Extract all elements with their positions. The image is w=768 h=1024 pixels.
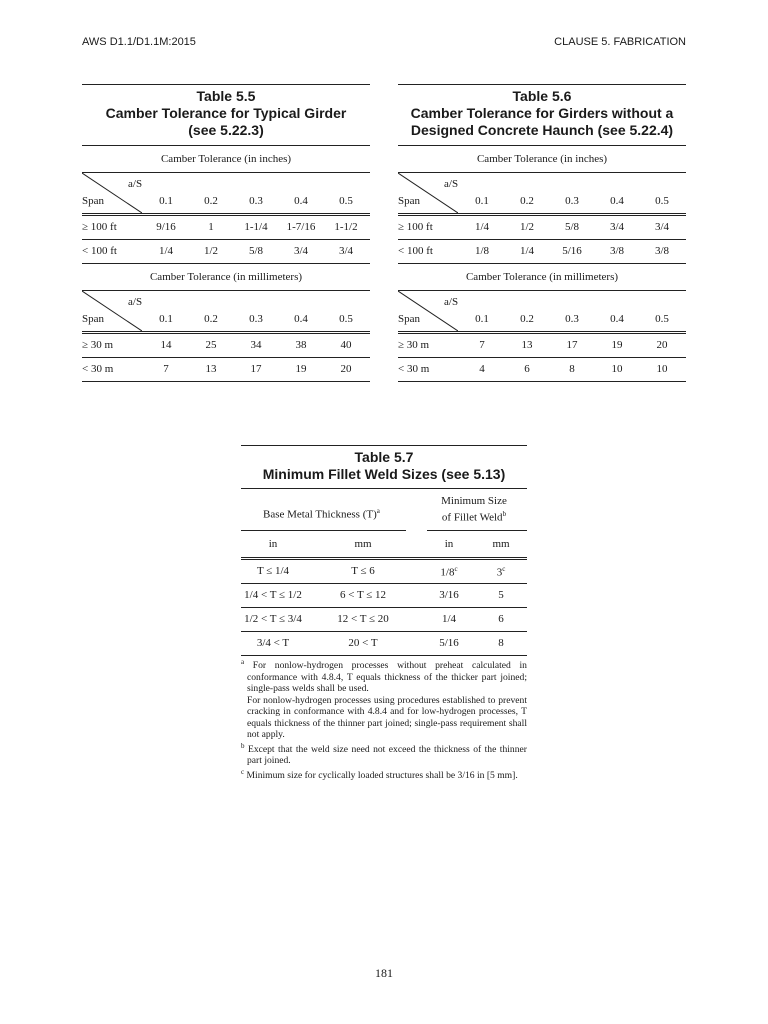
cell: 17 [250,363,262,375]
column-header: 0.5 [655,195,669,207]
column-header-row [241,488,527,531]
cell: 5/8 [248,245,264,257]
table-5-5 [82,84,370,382]
table-row [398,240,686,263]
cell: 20 < T [348,637,378,649]
row-label: ≥ 30 m [398,339,430,351]
footnote-c [241,767,527,782]
cell: 13 [205,363,217,375]
corner-top-label: a/S [128,296,143,308]
cell: 3/16 [439,589,459,601]
cell: 14 [160,339,172,351]
cell: 3/4 < T [256,637,290,649]
footnote-marker: c [241,767,245,776]
running-header-left: AWS D1.1/D1.1M:2015 [82,36,196,48]
cell: 1/4 [441,613,457,625]
cell: 34 [250,339,262,351]
column-header: 0.5 [339,195,353,207]
cell: 1-1/2 [334,221,358,233]
cell: 1/2 [203,245,219,257]
table-caption: Camber Tolerance for Girders without a [410,105,674,121]
running-header-right: CLAUSE 5. FABRICATION [554,36,686,48]
cell: 40 [340,339,352,351]
cell: 5/16 [562,245,582,257]
row-label: < 100 ft [82,245,117,257]
column-header: 0.1 [475,195,489,207]
row-label: ≥ 30 m [82,339,114,351]
cell: 1/4 [158,245,174,257]
fillet-size-header-line2-text: of Fillet Weld [441,511,503,524]
row-label: ≥ 100 ft [398,221,433,233]
table-caption: Minimum Fillet Weld Sizes (see 5.13) [262,466,506,482]
table-row [398,358,686,382]
cell-value: 1/8 [440,566,455,579]
cell: 8 [569,363,575,375]
footnote-a-text: For nonlow-hydrogen processes without preheat calculated in conformance with 4.8.4, T equals thickness of the thicker part joined; single-pass welds shall be used. [247,660,527,695]
footnote-marker: c [454,565,458,573]
table-row [241,608,527,632]
footnote-marker: a [241,658,245,666]
footnote-a-continued: For nonlow-hydrogen processes using procedures established to prevent cracking in conformance with 4.8.4 and for low-hydrogen processes, T equals thickness of the thinner part joined; single-pass requirement shall not apply. [247,694,527,741]
table-caption-continued: Designed Concrete Haunch (see 5.22.4) [410,122,674,138]
row-label: < 100 ft [398,245,433,257]
base-metal-header-text: Base Metal Thickness (T) [263,508,377,521]
cell [421,565,477,579]
column-header: 0.5 [339,313,353,325]
column-header: 0.4 [610,313,624,325]
cell: 3/8 [654,245,670,257]
cell: 5/8 [564,221,580,233]
table-5-6-title [398,84,686,139]
cell: 1/2 [519,221,535,233]
corner-bottom-label: Span [82,313,104,325]
table-reference: (see 5.22.3) [188,122,264,138]
cell: 1/4 [519,245,535,257]
table-row [241,560,527,584]
section-inches: Camber Tolerance (in inches) [82,145,370,172]
footnote-c-text: Minimum size for cyclically loaded structures shall be 3/16 in [5 mm]. [246,770,518,782]
units-row [241,531,527,560]
corner-top-label: a/S [444,296,459,308]
table-number: Table 5.6 [512,88,572,104]
cell: 17 [566,339,578,351]
fillet-size-header-line2 [421,508,527,525]
cell: 9/16 [156,221,176,233]
table-5-5-title [82,84,370,139]
cell: T ≤ 1/4 [256,565,290,577]
footnote-b [241,741,527,767]
column-header: 0.2 [204,195,218,207]
page-number: 181 [375,966,393,980]
unit-label: in [268,538,278,550]
fillet-size-header-line1: Minimum Size [441,495,507,507]
column-header: 0.2 [520,195,534,207]
column-header: 0.1 [475,313,489,325]
table-5-7 [241,445,527,656]
corner-top-label: a/S [128,178,143,190]
fillet-size-header [421,495,527,525]
cell: 3/4 [338,245,354,257]
cell: 20 [340,363,352,375]
unit-label: mm [354,538,372,550]
table-number: Table 5.7 [354,449,414,465]
table-row [398,334,686,358]
table-row [241,632,527,656]
footnote-marker: b [241,741,245,750]
cell: 1/4 < T ≤ 1/2 [244,589,302,601]
footnote-marker: c [502,565,506,573]
footnote-marker: a [376,507,380,515]
column-header: 0.3 [565,195,579,207]
cell: 10 [656,363,668,375]
unit-label: in [444,538,454,550]
cell: 3/8 [609,245,625,257]
table-number: Table 5.5 [196,88,256,104]
corner-bottom-label: Span [398,195,420,207]
corner-top-label: a/S [444,178,459,190]
column-header: 0.2 [204,313,218,325]
footnote-a [241,657,527,695]
column-header: 0.4 [610,195,624,207]
cell: 19 [611,339,623,351]
cell: 1-7/16 [286,221,316,233]
cell: 19 [295,363,307,375]
table-5-7-footnotes [241,657,527,782]
cell: 1-1/4 [244,221,268,233]
cell: T ≤ 6 [351,565,375,577]
column-header: 0.3 [249,313,263,325]
section-inches: Camber Tolerance (in inches) [398,145,686,172]
table-5-6 [398,84,686,382]
section-millimeters: Camber Tolerance (in millimeters) [398,263,686,290]
table-row [241,584,527,608]
cell: 8 [498,637,504,649]
table-row [82,334,370,358]
column-header-row [82,172,370,216]
base-metal-header [263,507,380,521]
cell: 1/8 [474,245,490,257]
column-header-row [398,172,686,216]
cell: 6 [524,363,530,375]
column-header-row [398,290,686,334]
footnote-marker: b [502,510,507,518]
unit-label: mm [492,538,510,550]
corner-bottom-label: Span [398,313,420,325]
footnote-b-text: Except that the weld size need not exceed the thickness of the thinner part joined. [247,743,527,767]
cell: 13 [521,339,533,351]
cell: 4 [479,363,485,375]
table-5-7-title [241,445,527,488]
table-row [398,216,686,240]
cell: 38 [295,339,307,351]
column-header: 0.1 [159,195,173,207]
cell: 10 [611,363,623,375]
row-label: < 30 m [398,363,430,375]
cell: 5/16 [439,637,459,649]
column-header-row [82,290,370,334]
row-label: < 30 m [82,363,114,375]
cell: 3/4 [609,221,625,233]
table-row [82,358,370,382]
cell: 7 [479,339,485,351]
cell: 1/2 < T ≤ 3/4 [244,613,302,625]
column-header: 0.3 [249,195,263,207]
column-header: 0.4 [294,195,308,207]
column-header: 0.3 [565,313,579,325]
column-header: 0.4 [294,313,308,325]
section-millimeters: Camber Tolerance (in millimeters) [82,263,370,290]
cell: 7 [163,363,169,375]
cell: 1 [208,221,214,233]
column-header: 0.2 [520,313,534,325]
table-row [82,240,370,263]
cell: 12 < T ≤ 20 [337,613,389,625]
cell [473,565,529,579]
column-header: 0.5 [655,313,669,325]
cell: 25 [205,339,217,351]
cell: 5 [498,589,504,601]
cell-value: 3 [496,566,503,579]
cell: 3/4 [293,245,309,257]
table-row [82,216,370,240]
cell: 20 [656,339,668,351]
cell: 6 < T ≤ 12 [339,589,387,601]
table-caption: Camber Tolerance for Typical Girder [105,105,347,121]
row-label: ≥ 100 ft [82,221,117,233]
cell: 1/4 [474,221,490,233]
cell: 3/4 [654,221,670,233]
column-header: 0.1 [159,313,173,325]
corner-bottom-label: Span [82,195,104,207]
cell: 6 [498,613,504,625]
